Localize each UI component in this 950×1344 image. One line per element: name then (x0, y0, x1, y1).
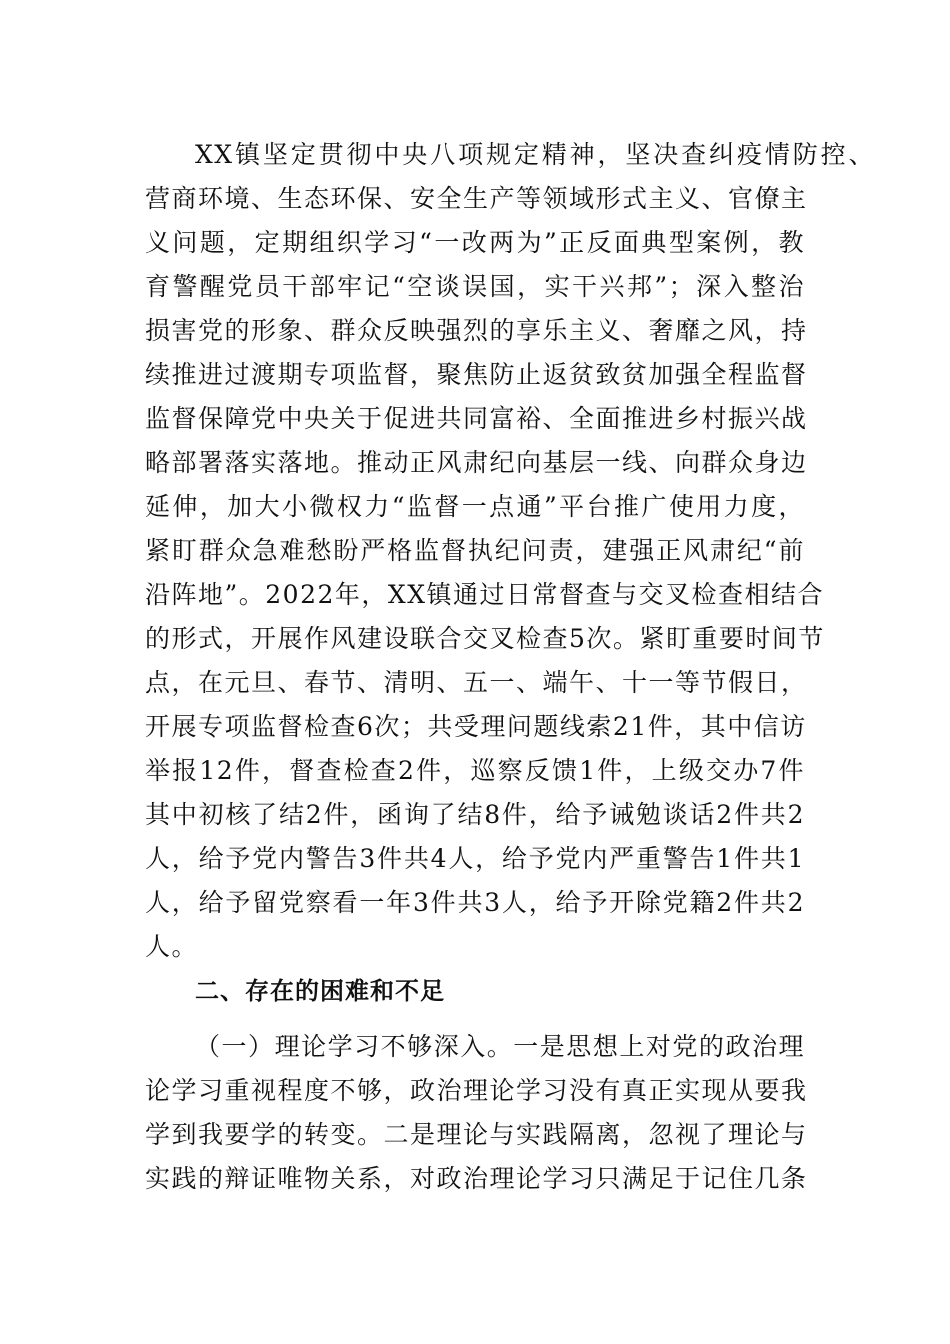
section-heading: 二、存在的困难和不足 (195, 977, 445, 1005)
text-line: 略部署落实落地。推动正风肃纪向基层一线、向群众身边 (145, 448, 808, 477)
text-line: 人，给予党内警告3件共4人，给予党内严重警告1件共1 (145, 844, 805, 873)
text-line: 其中初核了结2件，函询了结8件，给予诫勉谈话2件共2 (145, 800, 805, 829)
text-line: 育警醒党员干部牢记“空谈误国，实干兴邦”；深入整治 (145, 272, 805, 301)
text-line: 学到我要学的转变。二是理论与实践隔离，忽视了理论与 (145, 1120, 808, 1149)
text-line: 的形式，开展作风建设联合交叉检查5次。紧盯重要时间节 (145, 624, 825, 653)
text-line: 开展专项监督检查6次；共受理问题线索21件，其中信访 (145, 712, 807, 741)
text-line: XX镇坚定贯彻中央八项规定精神，坚决查纠疫情防控、 (195, 140, 875, 169)
text-line: 论学习重视程度不够，政治理论学习没有真正实现从要我 (145, 1076, 808, 1105)
text-line: 紧盯群众急难愁盼严格监督执纪问责，建强正风肃纪“前 (145, 536, 805, 565)
text-line: 人。 (145, 932, 199, 961)
text-line: （一）理论学习不够深入。一是思想上对党的政治理 (195, 1032, 805, 1061)
text-line: 沿阵地”。2022年，XX镇通过日常督查与交叉检查相结合 (145, 580, 825, 609)
text-line: 人，给予留党察看一年3件共3人，给予开除党籍2件共2 (145, 888, 805, 917)
text-line: 损害党的形象、群众反映强烈的享乐主义、奢靡之风，持 (145, 316, 808, 345)
text-line: 延伸，加大小微权力“监督一点通”平台推广使用力度， (145, 492, 805, 521)
text-line: 实践的辩证唯物关系，对政治理论学习只满足于记住几条 (145, 1164, 808, 1193)
text-line: 举报12件，督查检查2件，巡察反馈1件，上级交办7件 (145, 756, 805, 785)
text-line: 义问题，定期组织学习“一改两为”正反面典型案例，教 (145, 228, 805, 257)
text-line: 点，在元旦、春节、清明、五一、端午、十一等节假日， (145, 668, 808, 697)
text-line: 续推进过渡期专项监督，聚焦防止返贫致贫加强全程监督 (145, 360, 808, 389)
text-line: 营商环境、生态环保、安全生产等领域形式主义、官僚主 (145, 184, 808, 213)
text-line: 监督保障党中央关于促进共同富裕、全面推进乡村振兴战 (145, 404, 808, 433)
